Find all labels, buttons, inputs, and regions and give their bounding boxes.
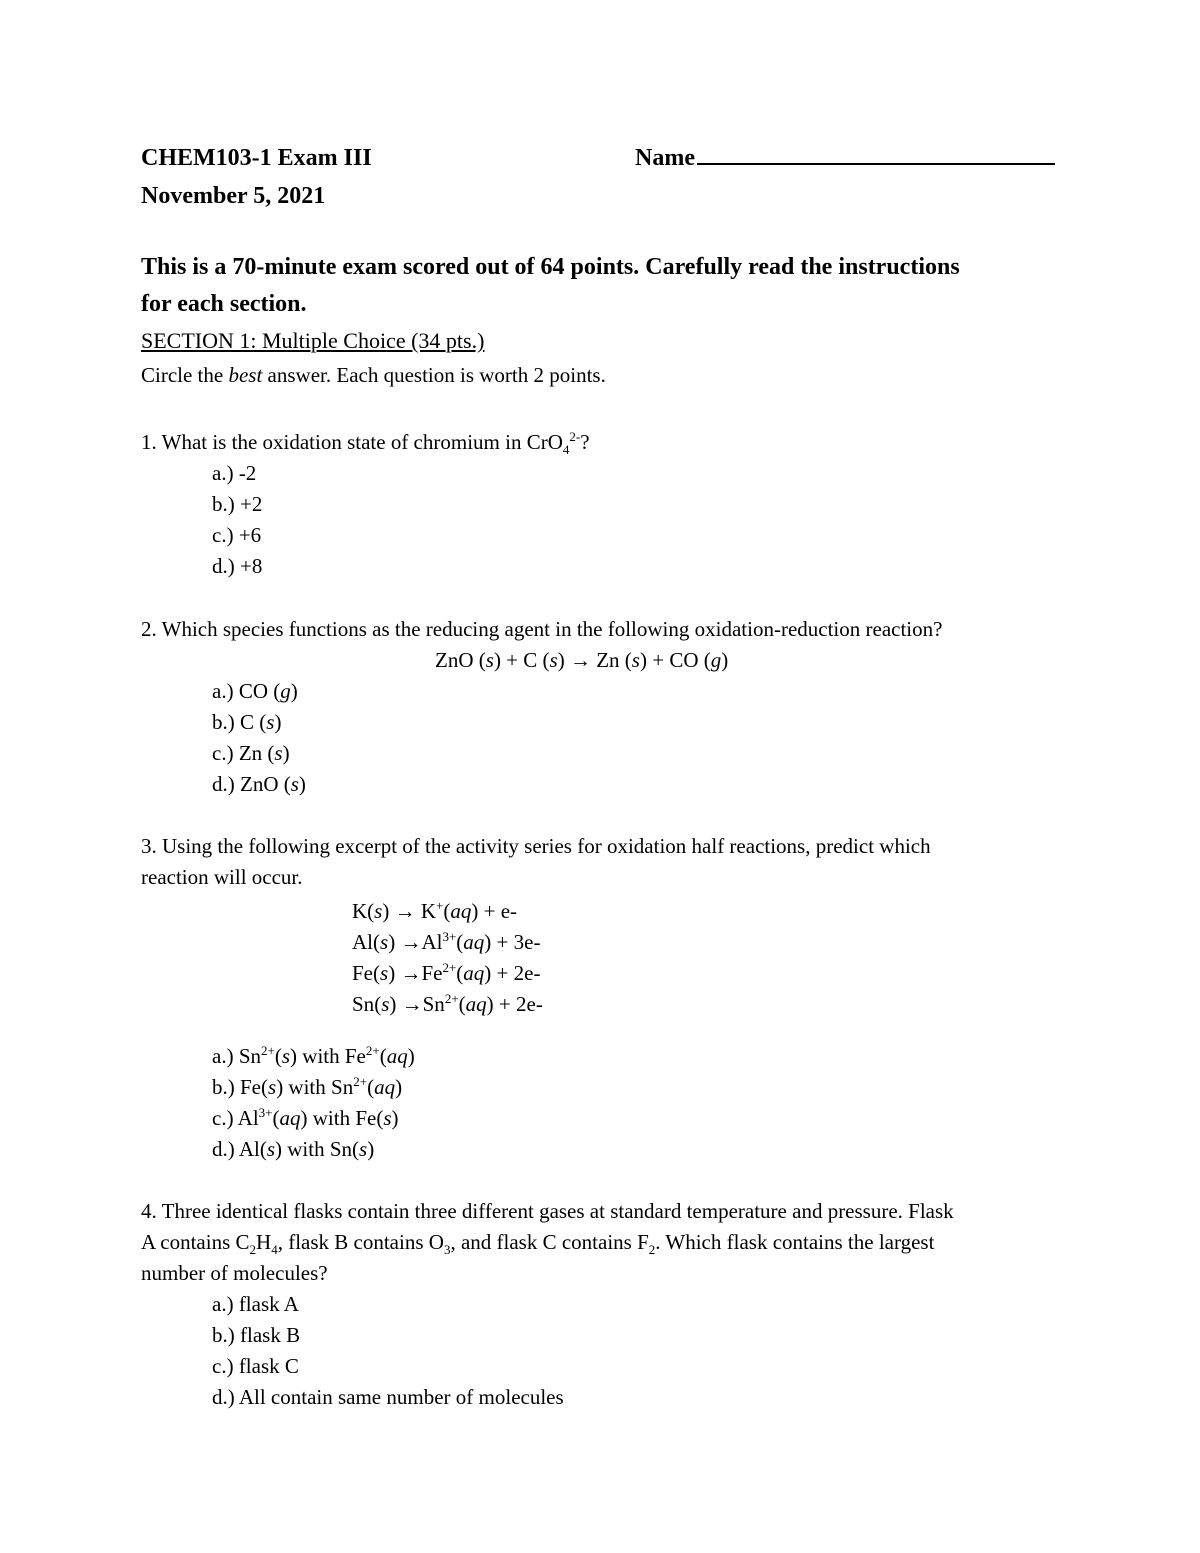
exam-date: November 5, 2021 — [141, 183, 326, 209]
question-2: 2. Which species functions as the reducing agent in the following oxidation-reduction reaction? — [141, 617, 943, 641]
q4-option-b: b.) flask B — [212, 1323, 301, 1347]
q4-option-c: c.) flask C — [212, 1354, 299, 1378]
question-3-line-2: reaction will occur. — [141, 865, 303, 889]
q1-option-a: a.) -2 — [212, 461, 257, 485]
section-1-instructions: Circle the best answer. Each question is worth 2 points. — [141, 363, 606, 387]
intro-line-2: for each section. — [141, 291, 307, 317]
q1-option-c: c.) +6 — [212, 523, 262, 547]
q2-equation: ZnO (s) + C (s) → Zn (s) + CO (g) — [435, 648, 729, 672]
question-4-line-1: 4. Three identical flasks contain three different gases at standard temperature and pressure. Flask — [141, 1199, 954, 1223]
activity-series-row: K(s) → K+(aq) + e- — [352, 898, 518, 923]
q1-option-d: d.) +8 — [212, 554, 263, 578]
q4-option-d: d.) All contain same number of molecules — [212, 1385, 564, 1409]
name-blank-line — [697, 145, 1055, 165]
activity-series-row: $Fe(s) \to Fe^{2+}(aq) + 2e-$ — [352, 960, 541, 985]
activity-series-row: $Sn(s) \to Sn^{2+}(aq) + 2e-$ — [352, 991, 543, 1016]
q3-option-c: c.) $Al^{3+}(aq)$ with Fe(s) — [212, 1105, 399, 1130]
course-title: CHEM103-1 Exam III — [141, 145, 372, 171]
question-4-line-2: A contains $C_2H_4$, flask B contains $O_3$, and flask C contains $F_2$. Which flask contains the largest — [141, 1230, 935, 1258]
q3-option-d: d.) Al(s) with Sn(s) — [212, 1137, 375, 1161]
question-1: 1. What is the oxidation state of chromium in CrO$_4^{2-}$? — [141, 429, 590, 458]
q1-option-b: b.) +2 — [212, 492, 263, 516]
name-label: Name — [635, 145, 695, 171]
q2-option-d: d.) ZnO (s) — [212, 772, 306, 796]
q3-option-b: b.) Fe(s) with $Sn^{2+}(aq)$ — [212, 1074, 403, 1099]
section-1-title: SECTION 1: Multiple Choice (34 pts.) — [141, 328, 485, 353]
question-3-line-1: 3. Using the following excerpt of the activity series for oxidation half reactions, predict which — [141, 834, 931, 858]
q2-option-c: c.) Zn (s) — [212, 741, 290, 765]
intro-line-1: This is a 70-minute exam scored out of 64 points. Carefully read the instructions — [141, 254, 960, 280]
activity-series-row: $Al(s) \to Al^{3+}(aq) + 3e-$ — [352, 929, 541, 954]
q4-option-a: a.) flask A — [212, 1292, 299, 1316]
question-4-line-3: number of molecules? — [141, 1261, 328, 1285]
q2-option-a: a.) CO (g) — [212, 679, 298, 703]
q3-option-a: a.) $Sn^{2+}(s)$ with $Fe^{2+}(aq)$ — [212, 1043, 415, 1068]
name-field — [635, 145, 1055, 172]
q2-option-b: b.) C (s) — [212, 710, 282, 734]
